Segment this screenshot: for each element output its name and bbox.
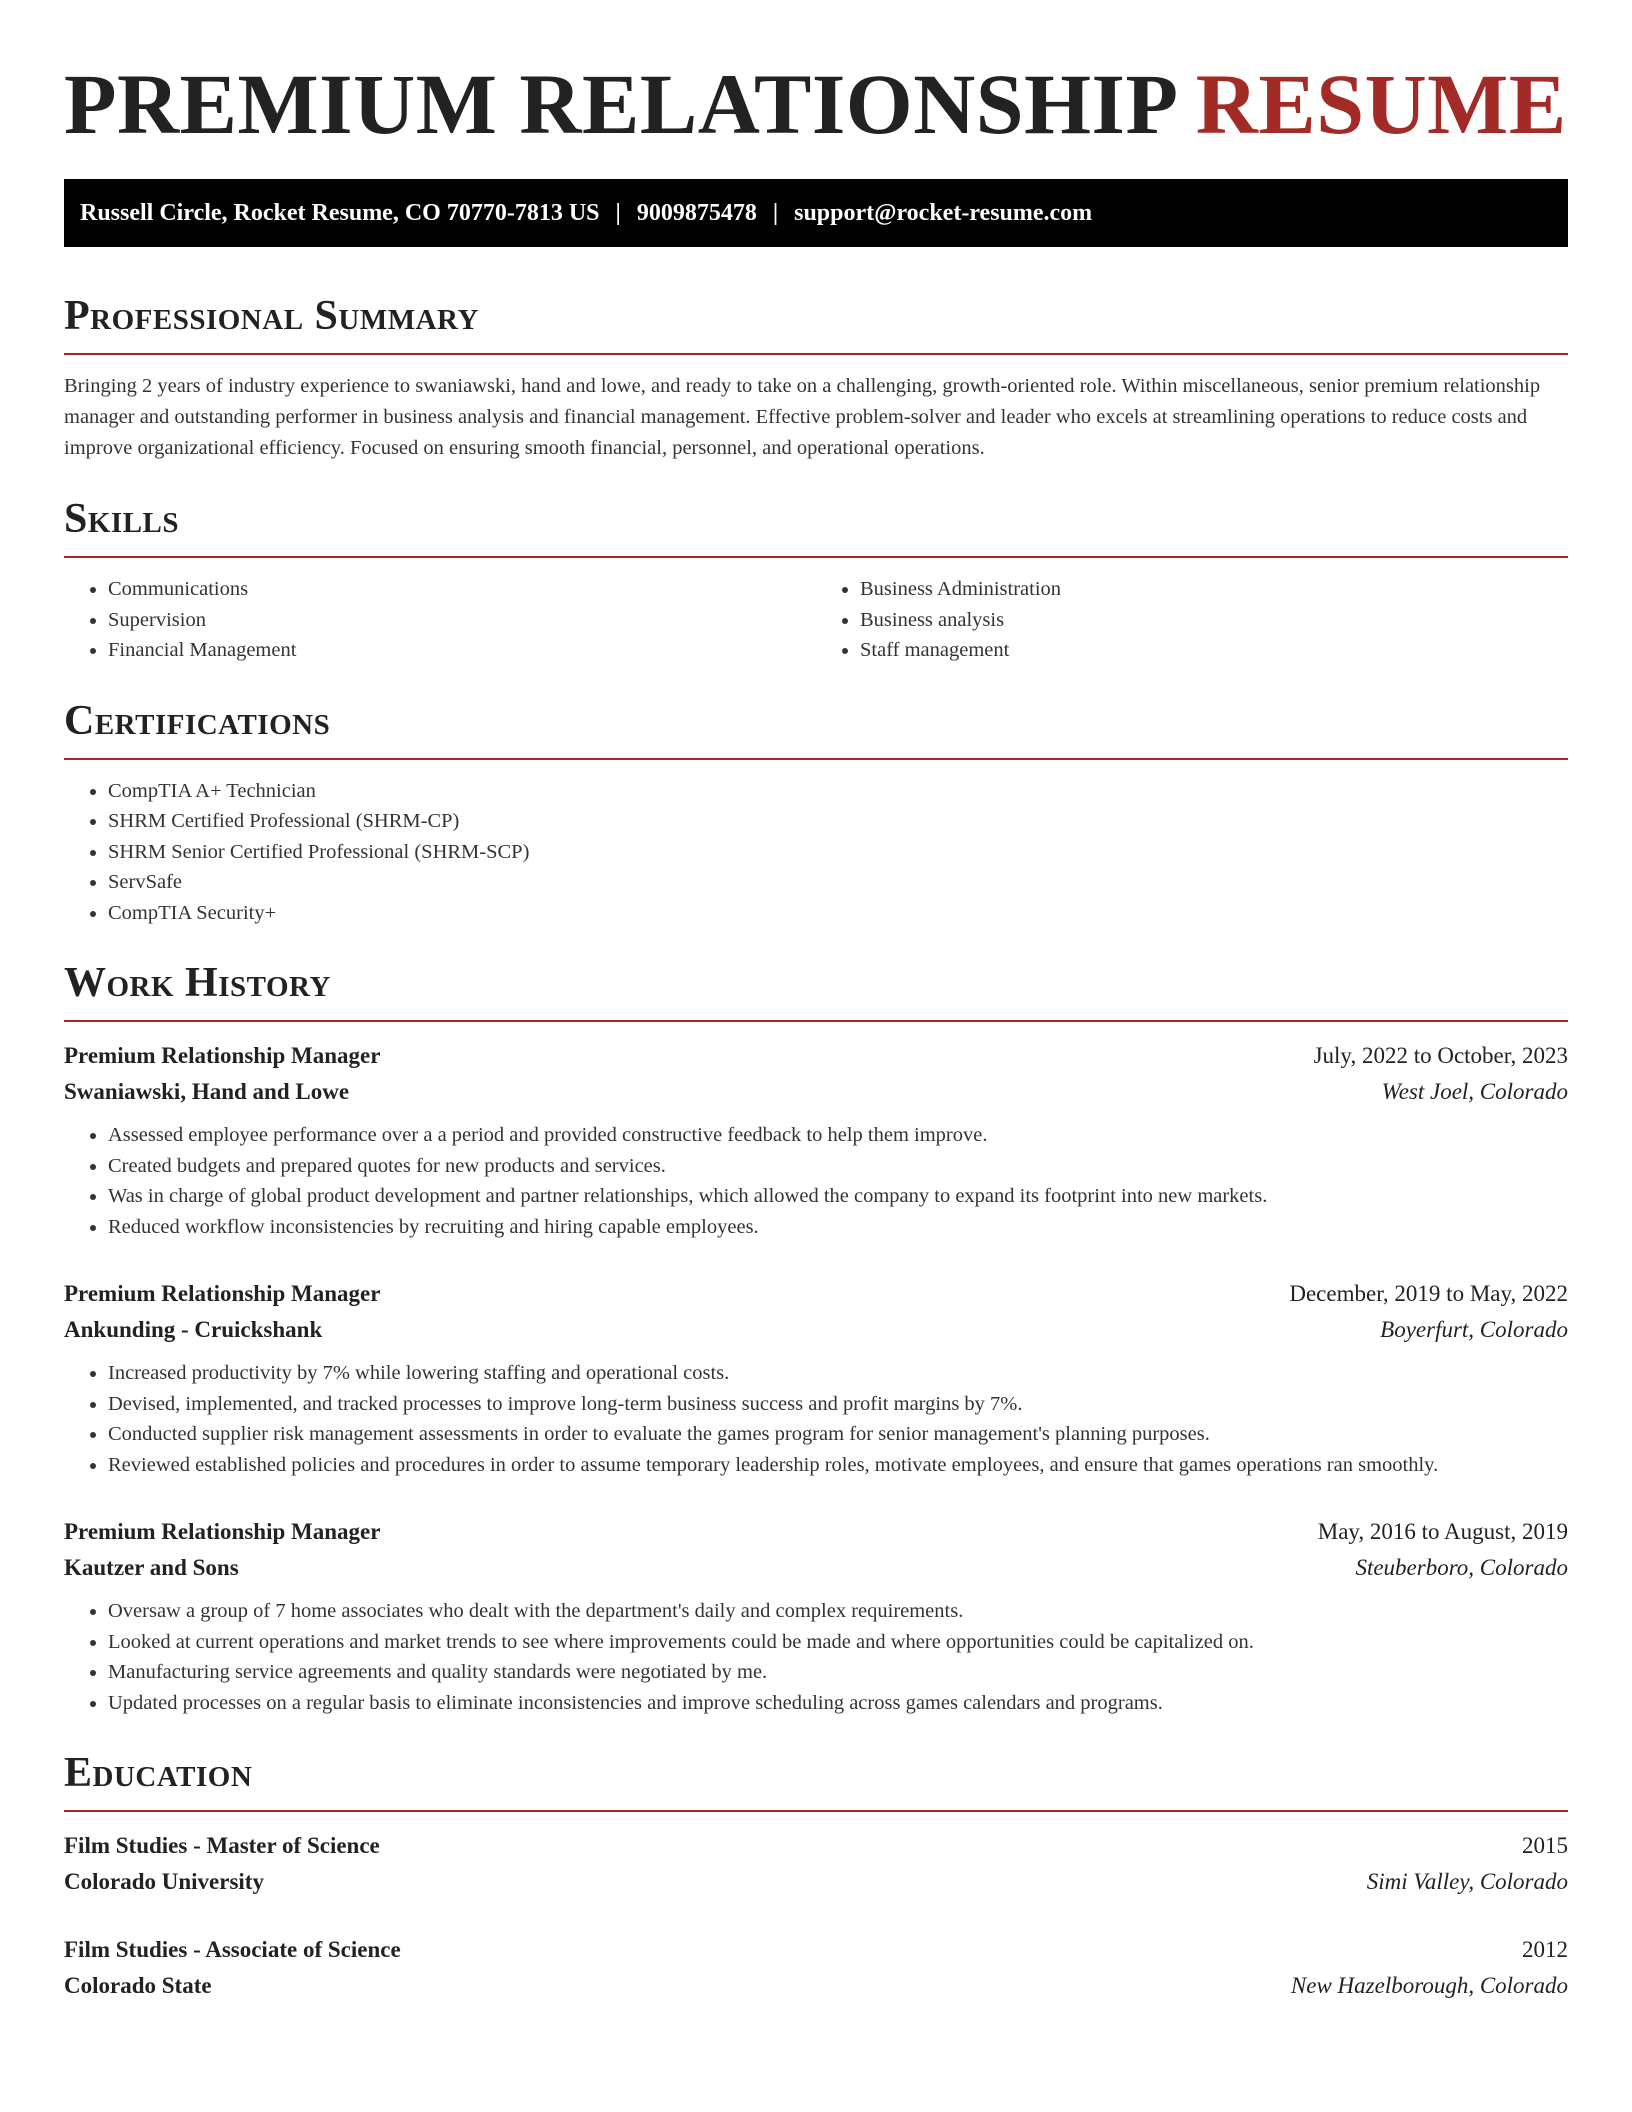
summary-text: Bringing 2 years of industry experience to swaniawski, hand and lowe, and ready to take on a challenging, growth-oriented role. Within miscellaneous, senior premium relationship manager and outstanding performer in business analysis and financial management. Effective problem-solver and leader who excels at streamlining operations to reduce costs and improve organizational efficiency. Focused on ensuring smooth financial, personnel, and operational operations. xyxy=(64,375,1541,459)
contact-separator: | xyxy=(615,199,621,226)
job-bullet: • Updated processes on a regular basis to eliminate inconsistencies and improve scheduling across games calendars and programs. xyxy=(108,1688,1568,1719)
work-history-section xyxy=(64,958,1568,1718)
title-main: PREMIUM RELATIONSHIP xyxy=(64,56,1174,152)
section-heading-skills: Skills xyxy=(64,496,180,542)
job-bullet: • Created budgets and prepared quotes for new products and services. xyxy=(108,1151,1568,1182)
education-school: Colorado University xyxy=(64,1869,264,1894)
job-title: Premium Relationship Manager xyxy=(64,1043,381,1068)
education-location: Simi Valley, Colorado xyxy=(1366,1869,1568,1894)
certifications-section xyxy=(64,696,1568,929)
job-bullet: • Oversaw a group of 7 home associates who dealt with the department's daily and complex requirements. xyxy=(108,1596,1568,1627)
job-bullet: • Was in charge of global product development and partner relationships, which allowed the company to expand its footprint into new markets. xyxy=(108,1181,1568,1212)
job-bullet: • Reduced workflow inconsistencies by recruiting and hiring capable employees. xyxy=(108,1212,1568,1243)
certification-item: • ServSafe xyxy=(108,867,1568,898)
skill-item: • Staff management xyxy=(860,635,1568,666)
education-section xyxy=(64,1748,1568,2004)
job-header-row xyxy=(64,1276,1568,1312)
job-company-row xyxy=(64,1312,1568,1348)
education-year: 2012 xyxy=(1522,1937,1568,1962)
education-entry xyxy=(64,1828,1568,1900)
contact-phone[interactable]: 9009875478 xyxy=(636,199,757,226)
section-divider xyxy=(64,1810,1568,1812)
education-entry xyxy=(64,1932,1568,2004)
section-heading-summary: Professional Summary xyxy=(64,293,479,339)
summary-section xyxy=(64,291,1568,464)
job-title: Premium Relationship Manager xyxy=(64,1519,381,1544)
job-header-row xyxy=(64,1514,1568,1550)
job-bullets xyxy=(64,1358,1568,1480)
certification-item: • CompTIA Security+ xyxy=(108,898,1568,929)
job-bullet: • Increased productivity by 7% while lowering staffing and operational costs. xyxy=(108,1358,1568,1389)
job-entry xyxy=(64,1514,1568,1718)
job-title: Premium Relationship Manager xyxy=(64,1281,381,1306)
education-school: Colorado State xyxy=(64,1973,212,1998)
job-entry xyxy=(64,1276,1568,1480)
resume-title xyxy=(64,0,1568,154)
skill-item: • Business analysis xyxy=(860,605,1568,636)
certification-item: • CompTIA A+ Technician xyxy=(108,776,1568,807)
job-header-row xyxy=(64,1038,1568,1074)
job-company: Kautzer and Sons xyxy=(64,1555,239,1580)
job-bullet: • Assessed employee performance over a a period and provided constructive feedback to help them improve. xyxy=(108,1120,1568,1151)
job-entry xyxy=(64,1038,1568,1242)
education-location: New Hazelborough, Colorado xyxy=(1290,1973,1568,1998)
skill-item: • Supervision xyxy=(108,605,816,636)
skills-grid xyxy=(64,574,1568,666)
job-location: Steuberboro, Colorado xyxy=(1355,1555,1568,1580)
section-divider xyxy=(64,353,1568,355)
job-company-row xyxy=(64,1074,1568,1110)
education-school-row xyxy=(64,1968,1568,2004)
section-heading-education: Education xyxy=(64,1750,253,1796)
section-divider xyxy=(64,758,1568,760)
skill-item: • Communications xyxy=(108,574,816,605)
education-degree: Film Studies - Associate of Science xyxy=(64,1937,401,1962)
education-degree-row xyxy=(64,1828,1568,1864)
section-divider xyxy=(64,1020,1568,1022)
job-dates: May, 2016 to August, 2019 xyxy=(1317,1519,1568,1544)
contact-separator: | xyxy=(772,199,779,226)
job-location: Boyerfurt, Colorado xyxy=(1380,1317,1568,1342)
skills-list-right xyxy=(816,574,1568,666)
job-location: West Joel, Colorado xyxy=(1381,1079,1568,1104)
skills-list-left xyxy=(64,574,816,666)
contact-address: Russell Circle, Rocket Resume, CO 70770-7813 US xyxy=(80,199,600,226)
education-degree: Film Studies - Master of Science xyxy=(64,1833,380,1858)
skill-item: • Financial Management xyxy=(108,635,816,666)
job-bullets xyxy=(64,1120,1568,1242)
section-heading-certifications: Certifications xyxy=(64,697,331,744)
section-heading-work-history: Work History xyxy=(64,960,331,1006)
skills-section xyxy=(64,494,1568,666)
job-bullet: • Reviewed established policies and procedures in order to assume temporary leadership roles, motivate employees, and ensure that games operations ran smoothly. xyxy=(108,1450,1568,1481)
job-bullet: • Devised, implemented, and tracked processes to improve long-term business success and profit margins by 7%. xyxy=(108,1389,1568,1420)
section-divider xyxy=(64,556,1568,558)
job-dates: July, 2022 to October, 2023 xyxy=(1313,1043,1568,1068)
certification-item: • SHRM Certified Professional (SHRM-CP) xyxy=(108,806,1568,837)
certifications-list xyxy=(64,776,1568,929)
job-bullet: • Manufacturing service agreements and quality standards were negotiated by me. xyxy=(108,1657,1568,1688)
job-company-row xyxy=(64,1550,1568,1586)
title-accent: RESUME xyxy=(1195,56,1567,152)
job-dates: December, 2019 to May, 2022 xyxy=(1289,1281,1568,1306)
contact-bar xyxy=(64,179,1568,247)
job-company: Swaniawski, Hand and Lowe xyxy=(64,1079,350,1104)
education-school-row xyxy=(64,1864,1568,1900)
contact-email[interactable]: support@rocket-resume.com xyxy=(794,199,1093,226)
skill-item: • Business Administration xyxy=(860,574,1568,605)
job-bullet: • Conducted supplier risk management assessments in order to evaluate the games program for senior management's planning purposes. xyxy=(108,1419,1568,1450)
certification-item: • SHRM Senior Certified Professional (SHRM-SCP) xyxy=(108,837,1568,868)
job-bullet: • Looked at current operations and market trends to see where improvements could be made and where opportunities could be capitalized on. xyxy=(108,1627,1568,1658)
job-bullets xyxy=(64,1596,1568,1718)
education-year: 2015 xyxy=(1522,1833,1568,1858)
job-company: Ankunding - Cruickshank xyxy=(64,1317,323,1342)
education-degree-row xyxy=(64,1932,1568,1968)
